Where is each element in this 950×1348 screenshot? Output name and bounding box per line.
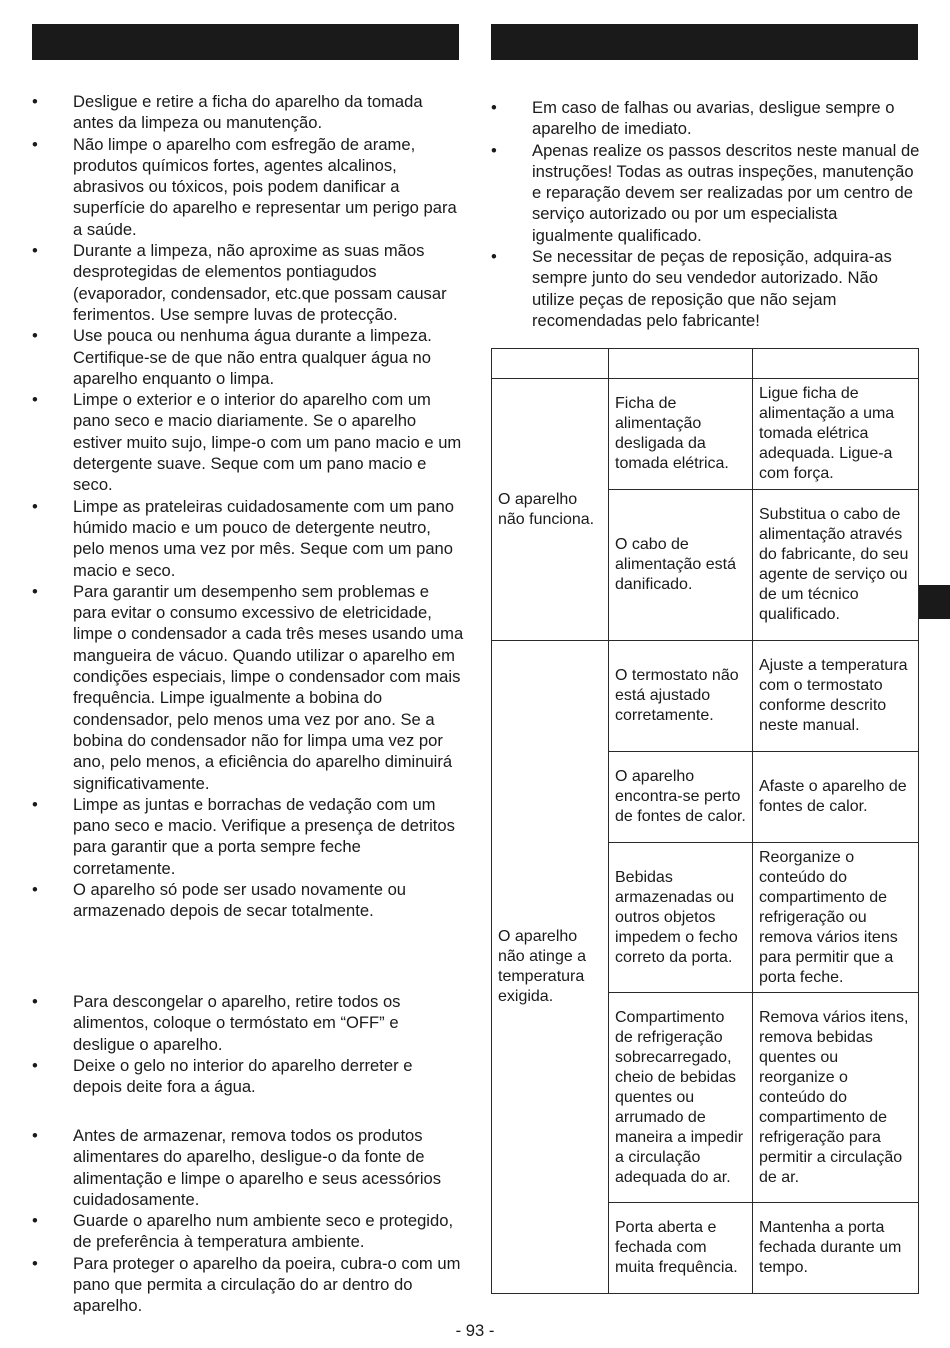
page-number: - 93 - bbox=[455, 1321, 495, 1340]
solution-cell: Ligue ficha de alimentação a uma tomada elétrica adequada. Ligue-a com força. bbox=[753, 379, 919, 490]
solution-cell: Substitua o cabo de alimentação através do fabricante, do seu agente de serviço ou de um técnico qualificado. bbox=[753, 490, 919, 641]
solution-cell: Afaste o aparelho de fontes de calor. bbox=[753, 752, 919, 843]
solution-cell: Ajuste a temperatura com o termostato conforme descrito neste manual. bbox=[753, 641, 919, 752]
list-item: • Se necessitar de peças de reposição, adquira-as sempre junto do seu vendedor autorizado. Não utilize peças de reposição que não sejam recomendadas pelo fabricante! bbox=[491, 246, 921, 331]
list-item: • Para proteger o aparelho da poeira, cubra-o com um pano que permita a circulação do ar dentro do aparelho. bbox=[32, 1253, 464, 1317]
cause-cell: Compartimento de refrigeração sobrecarregado, cheio de bebidas quentes ou arrumado de maneira a impedir a circulação adequada do ar. bbox=[609, 993, 753, 1203]
side-index-tab bbox=[918, 585, 950, 619]
list-item: • Limpe o exterior e o interior do aparelho com um pano seco e macio diariamente. Se o aparelho estiver muito sujo, limpe-o com um pano macio e um detergente suave. Seque com um pano macio e seco. bbox=[32, 389, 464, 495]
problem-cell: O aparelho não funciona. bbox=[492, 379, 609, 641]
list-item: • Não limpe o aparelho com esfregão de arame, produtos químicos fortes, agentes alcalinos, abrasivos ou tóxicos, pois podem danificar a superfície do aparelho e representar um perigo para a saúde. bbox=[32, 134, 464, 240]
table-row bbox=[492, 641, 919, 752]
cause-cell: Ficha de alimentação desligada da tomada elétrica. bbox=[609, 379, 753, 490]
right-section-header-bar bbox=[491, 24, 918, 60]
list-item: • O aparelho só pode ser usado novamente ou armazenado depois de secar totalmente. bbox=[32, 879, 464, 922]
solution-cell: Mantenha a porta fechada durante um tempo. bbox=[753, 1203, 919, 1294]
problem-cell: O aparelho não atinge a temperatura exigida. bbox=[492, 641, 609, 1294]
list-item: • Use pouca ou nenhuma água durante a limpeza. Certifique-se de que não entra qualquer água no aparelho enquanto o limpa. bbox=[32, 325, 464, 389]
repair-list bbox=[491, 97, 921, 331]
list-item: • Apenas realize os passos descritos neste manual de instruções! Todas as outras inspeções, manutenção e reparação devem ser realizadas por um centro de serviço autorizado ou por um especialista igualmente qualificado. bbox=[491, 140, 921, 246]
header-cell-solution bbox=[753, 349, 919, 379]
cleaning-list bbox=[32, 91, 464, 922]
troubleshooting-table bbox=[491, 348, 919, 1294]
storage-list bbox=[32, 1125, 464, 1317]
list-item: • Durante a limpeza, não aproxime as suas mãos desprotegidas de elementos pontiagudos (evaporador, condensador, etc.que possam causar ferimentos. Use sempre luvas de protecção. bbox=[32, 240, 464, 325]
cause-cell: Bebidas armazenadas ou outros objetos impedem o fecho correto da porta. bbox=[609, 843, 753, 993]
cause-cell: O cabo de alimentação está danificado. bbox=[609, 490, 753, 641]
solution-cell: Remova vários itens, remova bebidas quentes ou reorganize o conteúdo do compartimento de refrigeração para permitir a circulação de ar. bbox=[753, 993, 919, 1203]
table-row bbox=[492, 379, 919, 490]
list-item: • Guarde o aparelho num ambiente seco e protegido, de preferência à temperatura ambiente. bbox=[32, 1210, 464, 1253]
table-header-row bbox=[492, 349, 919, 379]
list-item: • Deixe o gelo no interior do aparelho derreter e depois deite fora a água. bbox=[32, 1055, 464, 1098]
left-section-header-bar bbox=[32, 24, 459, 60]
list-item: • Em caso de falhas ou avarias, desligue sempre o aparelho de imediato. bbox=[491, 97, 921, 140]
list-item: • Limpe as prateleiras cuidadosamente com um pano húmido macio e um pouco de detergente neutro, pelo menos uma vez por mês. Seque com um pano macio e seco. bbox=[32, 496, 464, 581]
list-item: • Desligue e retire a ficha do aparelho da tomada antes da limpeza ou manutenção. bbox=[32, 91, 464, 134]
header-cell-cause bbox=[609, 349, 753, 379]
cause-cell: Porta aberta e fechada com muita frequência. bbox=[609, 1203, 753, 1294]
solution-cell: Reorganize o conteúdo do compartimento de refrigeração ou remova vários itens para permitir que a porta feche. bbox=[753, 843, 919, 993]
list-item: • Para descongelar o aparelho, retire todos os alimentos, coloque o termóstato em “OFF” e desligue o aparelho. bbox=[32, 991, 464, 1055]
header-cell-problem bbox=[492, 349, 609, 379]
cause-cell: O aparelho encontra-se perto de fontes de calor. bbox=[609, 752, 753, 843]
cause-cell: O termostato não está ajustado corretamente. bbox=[609, 641, 753, 752]
list-item: • Antes de armazenar, remova todos os produtos alimentares do aparelho, desligue-o da fonte de alimentação e limpe o aparelho e seus acessórios cuidadosamente. bbox=[32, 1125, 464, 1210]
defrost-list bbox=[32, 991, 464, 1097]
list-item: • Limpe as juntas e borrachas de vedação com um pano seco e macio. Verifique a presença de detritos para garantir que a porta sempre feche corretamente. bbox=[32, 794, 464, 879]
list-item: • Para garantir um desempenho sem problemas e para evitar o consumo excessivo de eletricidade, limpe o condensador a cada três meses usando uma mangueira de vácuo. Quando utilizar o aparelho em condições especiais, limpe o condensador com mais frequência. Limpe igualmente a bobina do condensador, pelo menos uma vez por ano. Se a bobina do condensador não for limpa uma vez por ano, pelo menos, a eficiência do aparelho diminuirá significativamente. bbox=[32, 581, 464, 794]
